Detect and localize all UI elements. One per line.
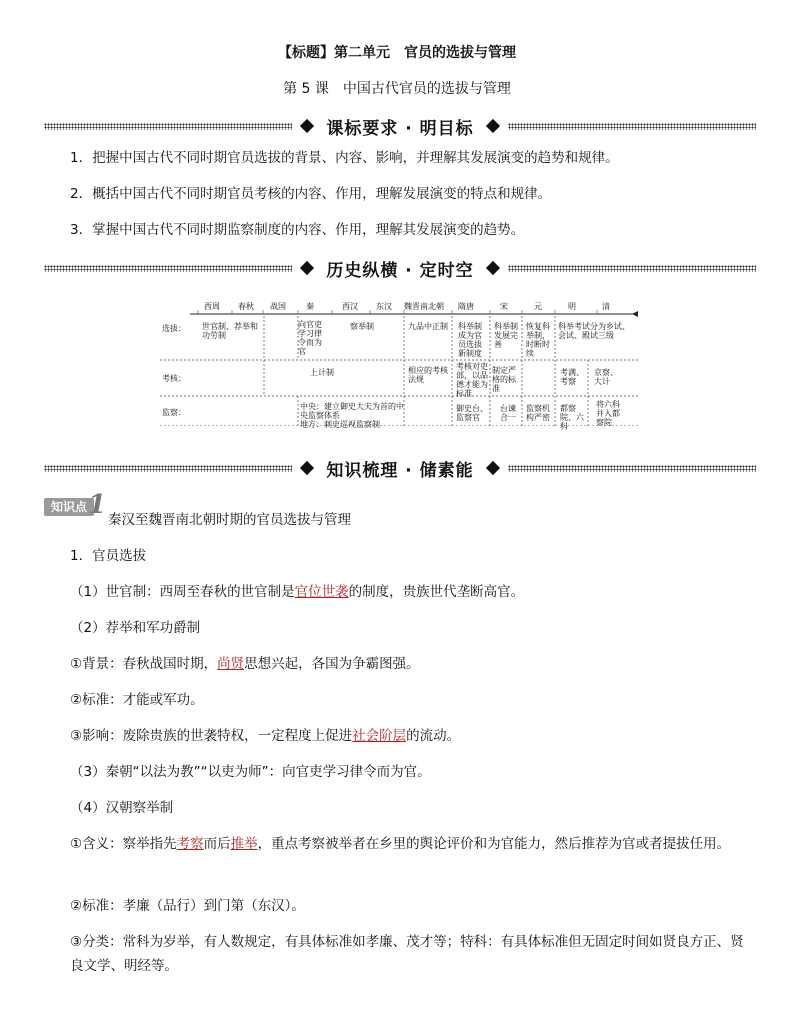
section-header-goals <box>44 114 756 138</box>
divider-dots <box>44 465 292 472</box>
lesson-title: 第 5 课 中国古代官员的选拔与管理 <box>283 81 511 97</box>
timeline-cell: 京察、大计 <box>594 368 618 386</box>
diamond-icon <box>486 119 500 133</box>
text: ①背景：春秋战国时期， <box>70 656 218 672</box>
timeline-cell: 台谏合一 <box>500 404 516 422</box>
period-label: 清 <box>602 302 610 311</box>
goal-item: 1．把握中国古代不同时期官员选拔的背景、内容、影响，并理解其发展演变的趋势和规律。 <box>70 150 619 166</box>
timeline-cell: 都察院、六科 <box>560 404 584 431</box>
period-label: 东汉 <box>376 302 392 311</box>
divider-dots <box>44 265 292 272</box>
paragraph: ②标准：才能或军功。 <box>70 692 204 708</box>
period-label: 战国 <box>270 302 286 311</box>
answer-keyword: 推举 <box>230 836 258 852</box>
timeline-cell: 考满、考察 <box>560 368 584 386</box>
divider-dots <box>44 123 292 130</box>
timeline-cell: 中央：建立御史大夫为首的中央监察体系 <box>300 402 404 420</box>
row-label-supervision: 监察： <box>162 408 186 417</box>
section-header-knowledge <box>44 456 756 480</box>
timeline-cell: 察举制 <box>350 322 374 331</box>
goal-item: 2．概括中国古代不同时期官员考核的内容、作用，理解发展演变的特点和规律。 <box>70 186 552 202</box>
timeline-cell: 科举制发展完善 <box>494 322 518 349</box>
text: ，重点考察被举者在乡里的舆论评价和为官能力，然后推荐为官或者提拔任用。 <box>257 836 731 852</box>
timeline-cell: 世官制、荐举和功劳制 <box>202 322 258 340</box>
timeline-cell: 御史台、监察官 <box>456 404 488 422</box>
subheading: 1．官员选拔 <box>70 548 147 564</box>
period-label: 秦 <box>306 302 314 311</box>
timeline-cell: 九品中正制 <box>408 322 448 331</box>
timeline-cell: 上计制 <box>310 368 334 377</box>
timeline-cell: 制定严格的标准 <box>492 366 516 393</box>
section-title: 历史纵横 · 定时空 <box>326 260 474 281</box>
text: （1）世官制：西周至春秋的世官制是 <box>70 584 295 600</box>
section-title: 课标要求 · 明目标 <box>326 118 474 139</box>
answer-keyword: 社会阶层 <box>352 728 407 744</box>
diamond-icon <box>300 119 314 133</box>
paragraph <box>70 724 782 748</box>
text: 思想兴起，各国为争霸图强。 <box>244 656 420 672</box>
answer-keyword: 尚贤 <box>217 656 245 672</box>
period-label: 魏晋南北朝 <box>404 302 444 311</box>
knowledge-point-number: 1 <box>88 490 107 520</box>
paragraph: （4）汉朝察举制 <box>70 800 174 816</box>
period-label: 明 <box>568 302 576 311</box>
period-label: 宋 <box>500 302 508 311</box>
period-label: 春秋 <box>238 302 254 311</box>
paragraph: （2）荐举和军功爵制 <box>70 620 201 636</box>
paragraph: ②标准：孝廉（品行）到门第（东汉）。 <box>70 898 305 914</box>
timeline-cell: 科举考试分为乡试、会试、殿试三级 <box>558 322 630 340</box>
period-label: 元 <box>534 302 542 311</box>
doc-title: 【标题】第二单元 官员的选拔与管理 <box>278 45 516 61</box>
divider-dots <box>508 123 756 130</box>
divider-dots <box>508 465 756 472</box>
knowledge-point-badge: 知识点 <box>44 498 94 516</box>
text: ①含义：察举指先 <box>70 836 177 852</box>
text: ③影响：废除贵族的世袭特权，一定程度上促进 <box>70 728 353 744</box>
answer-keyword: 官位世袭 <box>294 584 349 600</box>
timeline-cell: 将六科并入都察院 <box>596 400 620 427</box>
diamond-icon <box>486 261 500 275</box>
section-header-timeline <box>44 256 756 280</box>
diamond-icon <box>300 261 314 275</box>
row-label-assessment: 考核： <box>162 374 186 383</box>
diamond-icon <box>486 461 500 475</box>
divider-dots <box>508 265 756 272</box>
paragraph <box>70 832 750 856</box>
text: 而后 <box>203 836 231 852</box>
paragraph: ③分类：常科为岁举，有人数规定，有具体标准如孝廉、茂才等；特科：有具体标准但无固定时间如贤良方正、贤良文学、明经等。 <box>70 934 744 974</box>
timeline-cell: 科举制成为官员选拔新制度 <box>458 322 482 358</box>
row-label-selection: 选拔： <box>162 324 186 333</box>
text: 的制度，贵族世代垄断高官。 <box>348 584 525 600</box>
paragraph: （3）秦朝“以法为教”“以吏为师”：向官吏学习律令而为官。 <box>70 764 431 780</box>
period-label: 西汉 <box>342 302 358 311</box>
timeline-cell: 恢复科举制，时断时续 <box>526 322 550 358</box>
timeline-figure <box>160 296 638 431</box>
timeline-cell: 监察机构严密 <box>526 404 550 422</box>
timeline-cell: 向官吏学习律令而为官 <box>298 320 322 356</box>
paragraph <box>70 652 782 676</box>
timeline-cell: 相应的考核法规 <box>408 366 448 384</box>
goal-item: 3．掌握中国古代不同时期监察制度的内容、作用，理解其发展演变的趋势。 <box>70 222 525 238</box>
answer-keyword: 考察 <box>176 836 204 852</box>
timeline-cell: 地方：刺史巡视监察制 <box>300 420 380 429</box>
text: 的流动。 <box>406 728 461 744</box>
knowledge-heading: 秦汉至魏晋南北朝时期的官员选拔与管理 <box>108 512 351 528</box>
paragraph <box>70 580 782 604</box>
section-title: 知识梳理 · 储素能 <box>326 460 474 481</box>
period-label: 西周 <box>204 302 220 311</box>
diamond-icon <box>300 461 314 475</box>
timeline-cell: 考核对吏部，以品德才能为标准 <box>456 362 488 398</box>
period-label: 隋唐 <box>458 302 474 311</box>
